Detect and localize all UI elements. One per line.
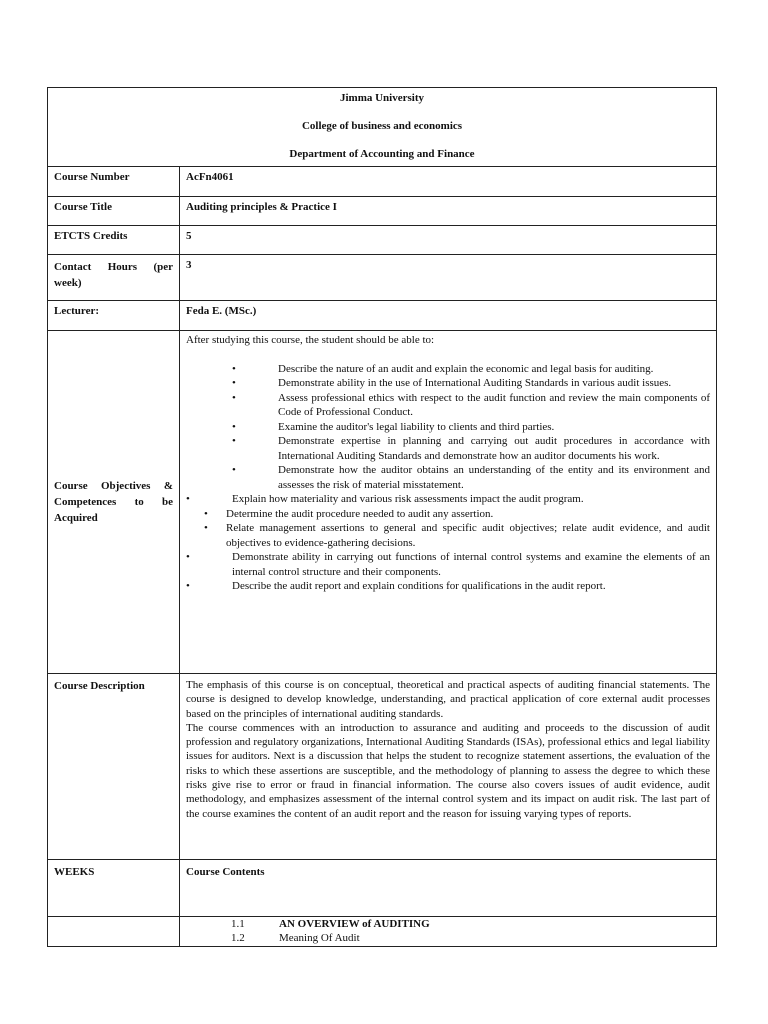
bullet-icon: • [186,493,190,505]
contents-item-number: 1.2 [231,932,245,944]
header-row [48,88,716,166]
objectives-intro: After studying this course, the student should be able to: [186,334,435,346]
objectives-row [48,330,716,673]
week-cell [48,917,180,946]
college-name: College of business and economics [301,120,463,132]
bullet-icon: • [232,435,236,447]
bullet-icon: • [232,464,236,476]
description-paragraph: The course commences with an introduction to assurance and auditing and proceeds to the discussion of audit profession and regulatory organizations, International Auditing Standards (ISAs), professional ethics and legal liability issues for auditors. Next is a discussion that helps the student to recognize statement assertions, the evaluation of the risks to which these assertions are susceptible, and the methodology of planning to assess the degree to which these risks give rise to error or fraud in financial information. The course also covers issues of audit evidence, audit methodology, and emphasizes assessment of the internal control system and its impact on audit risk. The last part of the course examines the content of an audit report and the reason for issuing varying types of reports. [186,721,710,820]
contents-items-cell [180,917,716,946]
objective-item: • Determine the audit procedure needed to audit any assertion. [204,507,494,520]
contents-item-number: 1.1 [231,918,245,930]
objective-item: • Examine the auditor's legal liability to clients and third parties. [232,420,555,433]
objective-item: • Relate management assertions to general and specific audit objectives; relate audit evidence, and audit objectives to evidence-gathering decisions. [204,522,710,549]
description-label: Course Description [48,674,180,859]
course-title-value: Auditing principles & Practice I [186,201,337,213]
contents-item [186,931,710,945]
objective-item: • Demonstrate ability in carrying out functions of internal control systems and examine the elements of an internal control structure and their components. [186,551,710,578]
university-name: Jimma University [339,92,424,104]
contact-hours-row [48,254,716,300]
objectives-list [186,362,710,594]
course-number-label: Course Number [48,167,180,196]
objective-item: • Assess professional ethics with respect to the audit function and review the main components of Code of Professional Conduct. [232,391,710,418]
department-name: Department of Accounting and Finance [289,148,475,160]
contact-hours-value: 3 [186,259,192,271]
bullet-icon: • [232,377,236,389]
contents-label: Course Contents [186,866,265,878]
course-number-value: AcFn4061 [186,171,234,183]
lecturer-value: Feda E. (MSc.) [186,305,257,317]
bullet-icon: • [186,580,190,592]
objectives-label-cell [48,331,180,673]
contents-item-title: Meaning Of Audit [279,932,360,944]
contents-row [48,916,716,946]
bullet-icon: • [232,391,236,404]
description-paragraph: The emphasis of this course is on conceptual, theoretical and practical aspects of auditing financial statements. The course is designed to develop knowledge, understanding, and practical application of core external audit processes based on the principles of international auditing standards. [186,679,710,720]
objective-item: • Explain how materiality and various risk assessments impact the audit program. [186,493,584,505]
course-title-label: Course Title [48,197,180,225]
bullet-icon: • [204,522,208,534]
objective-item: • Demonstrate ability in the use of International Auditing Standards in various audit issues. [232,377,672,389]
bullet-icon: • [186,551,190,563]
lecturer-row [48,300,716,330]
course-number-row [48,166,716,196]
contents-item [186,917,710,931]
course-outline-table [47,87,717,947]
description-row [48,673,716,859]
contact-hours-label: Contact Hours (per week) [48,255,180,300]
objective-item: • Demonstrate how the auditor obtains an understanding of the entity and its environment and assesses the risk of material misstatement. [232,464,710,491]
credits-row [48,225,716,254]
objectives-label: Course Objectives & Competences to be Acquired [54,480,173,524]
contents-header-row [48,859,716,916]
course-title-row [48,196,716,225]
lecturer-label: Lecturer: [48,301,180,330]
objective-item: • Describe the nature of an audit and explain the economic and legal basis for auditing. [232,362,654,375]
objectives-cell [180,331,716,673]
objective-item: • Describe the audit report and explain conditions for qualifications in the audit report. [186,580,606,592]
credits-label: ETCTS Credits [48,226,180,254]
description-cell [180,674,716,859]
objective-item: • Demonstrate expertise in planning and carrying out audit procedures in accordance with International Auditing Standards and demonstrate how an auditor documents his work. [232,435,710,462]
bullet-icon: • [232,420,236,433]
bullet-icon: • [204,507,208,520]
weeks-label: WEEKS [48,860,180,916]
credits-value: 5 [186,230,192,242]
contents-item-title: AN OVERVIEW of AUDITING [279,918,430,930]
bullet-icon: • [232,362,236,375]
